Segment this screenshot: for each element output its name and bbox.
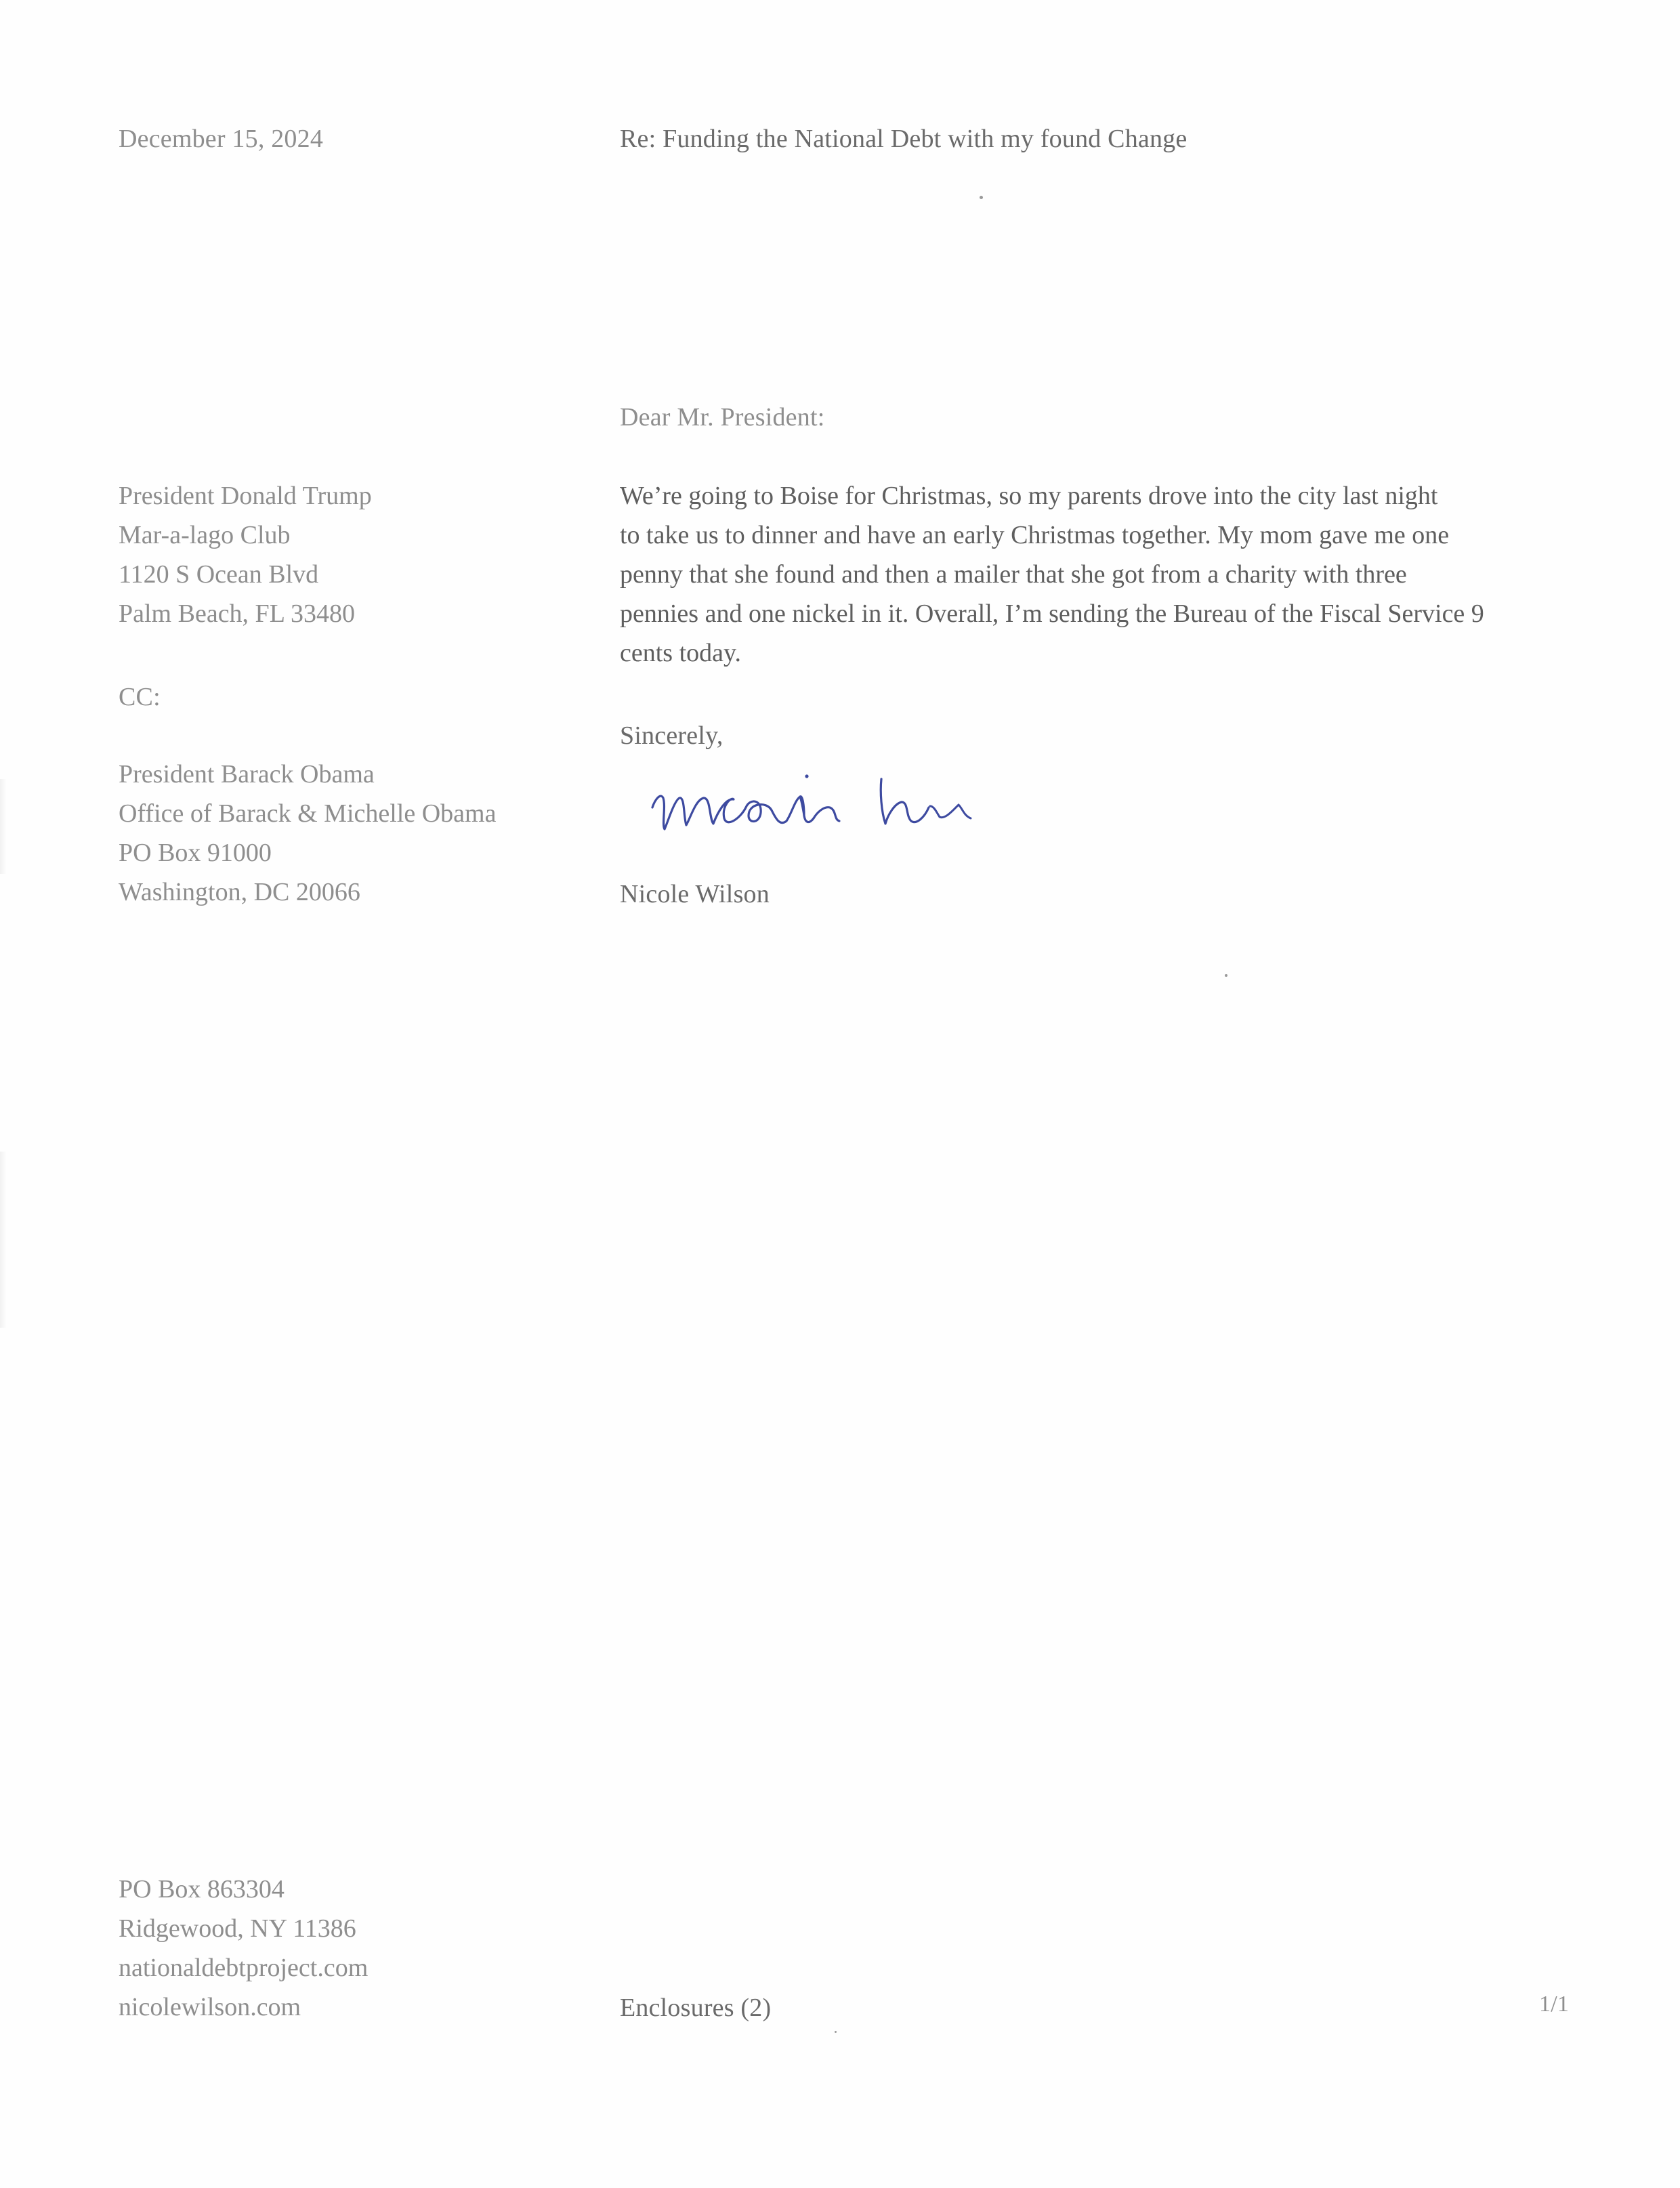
cc-address-line: PO Box 91000	[119, 839, 272, 867]
cc-address-line: President Barack Obama	[119, 760, 375, 788]
scan-speck	[980, 196, 983, 199]
cc-label: CC:	[119, 683, 161, 711]
letter-subject: Re: Funding the National Debt with my found Change	[620, 125, 1188, 153]
recipient-address-line: 1120 S Ocean Blvd	[119, 560, 319, 589]
scan-edge-shadow	[0, 779, 7, 874]
sender-website: nationaldebtproject.com	[119, 1954, 369, 1982]
closing: Sincerely,	[620, 721, 723, 750]
salutation: Dear Mr. President:	[620, 403, 825, 432]
letter-body	[620, 476, 1582, 673]
cc-address-line: Washington, DC 20066	[119, 878, 360, 906]
scan-edge-shadow	[0, 1152, 7, 1328]
recipient-address-line: President Donald Trump	[119, 482, 372, 510]
body-line: pennies and one nickel in it. Overall, I’m sending the Bureau of the Fiscal Service 9	[620, 599, 1484, 628]
body-line: We’re going to Boise for Christmas, so my parents drove into the city last night	[620, 482, 1438, 510]
scan-speck	[835, 2031, 837, 2033]
sender-website: nicolewilson.com	[119, 1993, 301, 2021]
letter-date: December 15, 2024	[119, 125, 324, 153]
body-line: penny that she found and then a mailer that she got from a charity with three	[620, 560, 1407, 589]
body-line: cents today.	[620, 639, 742, 667]
enclosures-note: Enclosures (2)	[620, 1994, 772, 2022]
recipient-address-line: Palm Beach, FL 33480	[119, 599, 355, 628]
page-number: 1/1	[1539, 1992, 1570, 2017]
recipient-address-line: Mar-a-lago Club	[119, 521, 291, 549]
scan-speck	[1225, 974, 1227, 977]
body-line: to take us to dinner and have an early Christmas together. My mom gave me one	[620, 521, 1450, 549]
recipient-address	[119, 476, 372, 633]
signer-name: Nicole Wilson	[620, 880, 770, 908]
sender-address	[119, 1870, 368, 2027]
handwritten-signature	[647, 759, 999, 847]
sender-address-line: Ridgewood, NY 11386	[119, 1914, 356, 1943]
sender-address-line: PO Box 863304	[119, 1875, 285, 1903]
cc-recipient-address	[119, 755, 496, 912]
cc-address-line: Office of Barack & Michelle Obama	[119, 799, 497, 828]
